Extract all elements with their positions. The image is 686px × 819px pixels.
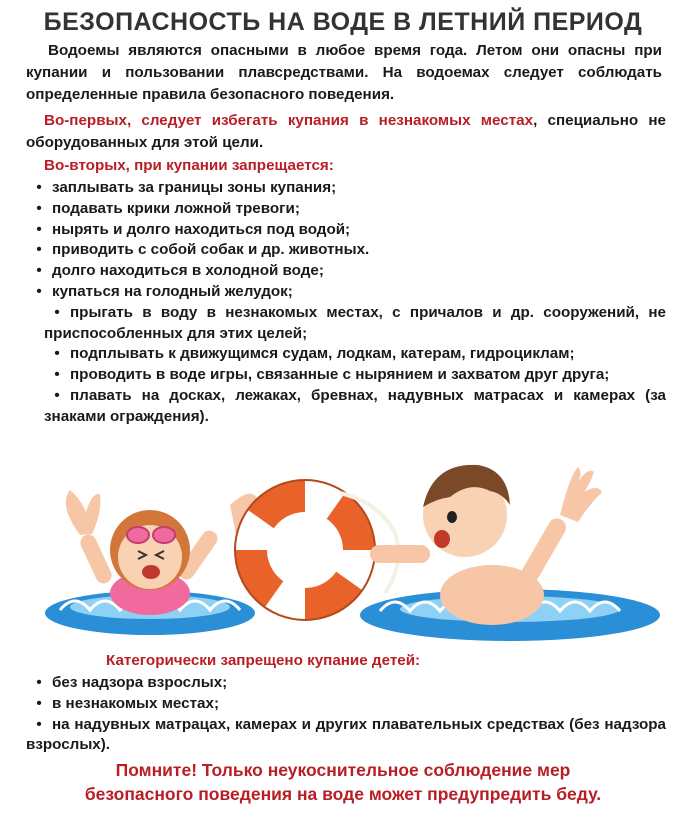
bullet-icon: •	[36, 241, 42, 259]
list-item-text: долго находиться в холодной воде;	[52, 262, 324, 280]
list-item	[26, 178, 666, 199]
list-item-text: без надзора взрослых;	[52, 674, 228, 691]
page-title: БЕЗОПАСНОСТЬ НА ВОДЕ В ЛЕТНИЙ ПЕРИОД	[43, 8, 643, 36]
list-item	[26, 344, 666, 365]
drowning-children-illustration	[40, 445, 660, 655]
list-item-text: подавать крики ложной тревоги;	[52, 199, 300, 217]
bullet-icon: •	[54, 345, 60, 363]
list-item	[26, 386, 666, 428]
bullet-icon: •	[36, 715, 42, 733]
list-item-text: плавать на досках, лежаках, бревнах, надувных матрасах и камерах (за знаками ограждения).	[44, 386, 666, 425]
list-item-text: на надувных матрацах, камерах и других плавательных средствах (без надзора взрослых).	[26, 715, 666, 754]
bullet-icon: •	[54, 386, 60, 404]
bullet-icon: •	[36, 199, 42, 217]
list-item-text: прыгать в воду в незнакомых местах, с причалов и др. сооружений, не приспособленных для этих целей;	[44, 303, 666, 342]
list-item-text: приводить с собой собак и др. животных.	[52, 241, 370, 259]
first-rule-rest: , специально не оборудованных для этой цели.	[26, 112, 666, 151]
bullet-icon: •	[36, 179, 42, 196]
bullet-icon: •	[36, 674, 42, 691]
intro-paragraph: Водоемы являются опасными в любое время года. Летом они опасны при купании и пользовании плавсредствами. На водоемах следует соблюдать определенные правила безопасного поведения.	[26, 42, 662, 103]
list-item	[26, 694, 666, 715]
list-item-text: в незнакомых местах;	[52, 694, 220, 712]
final-warning-line-2: безопасного поведения на воде может предупредить беду.	[84, 784, 602, 804]
categorical-heading: Категорически запрещено купание детей:	[106, 652, 421, 669]
list-item	[26, 261, 666, 282]
list-item-text: нырять и долго находиться под водой;	[52, 220, 351, 238]
bullet-icon: •	[54, 366, 60, 384]
bullet-icon: •	[36, 694, 42, 712]
list-item	[26, 365, 666, 386]
list-item	[26, 240, 666, 261]
list-item	[26, 673, 666, 694]
first-rule-paragraph	[26, 110, 666, 154]
categorical-list	[26, 673, 666, 756]
bullet-icon: •	[36, 220, 42, 238]
list-item	[26, 199, 666, 220]
list-item	[26, 303, 666, 345]
bullet-icon: •	[54, 303, 60, 321]
list-item-text: заплывать за границы зоны купания;	[52, 179, 337, 196]
list-item-text: проводить в воде игры, связанные с нырянием и захватом друг друга;	[70, 366, 610, 384]
bullet-icon: •	[36, 282, 42, 300]
final-warning	[0, 758, 686, 806]
bullet-icon: •	[36, 262, 42, 280]
list-item	[26, 220, 666, 241]
first-rule-highlight: Во-первых, следует избегать купания в незнакомых местах	[44, 112, 534, 129]
list-item	[26, 282, 666, 303]
list-item-text: подплывать к движущимся судам, лодкам, катерам, гидроциклам;	[70, 345, 575, 363]
prohibited-list	[26, 178, 666, 428]
final-warning-line-1: Помните! Только неукоснительное соблюдение мер	[115, 760, 571, 780]
list-item-text: купаться на голодный желудок;	[52, 282, 293, 300]
list-item	[26, 715, 666, 757]
second-rule-heading: Во-вторых, при купании запрещается:	[44, 157, 334, 174]
